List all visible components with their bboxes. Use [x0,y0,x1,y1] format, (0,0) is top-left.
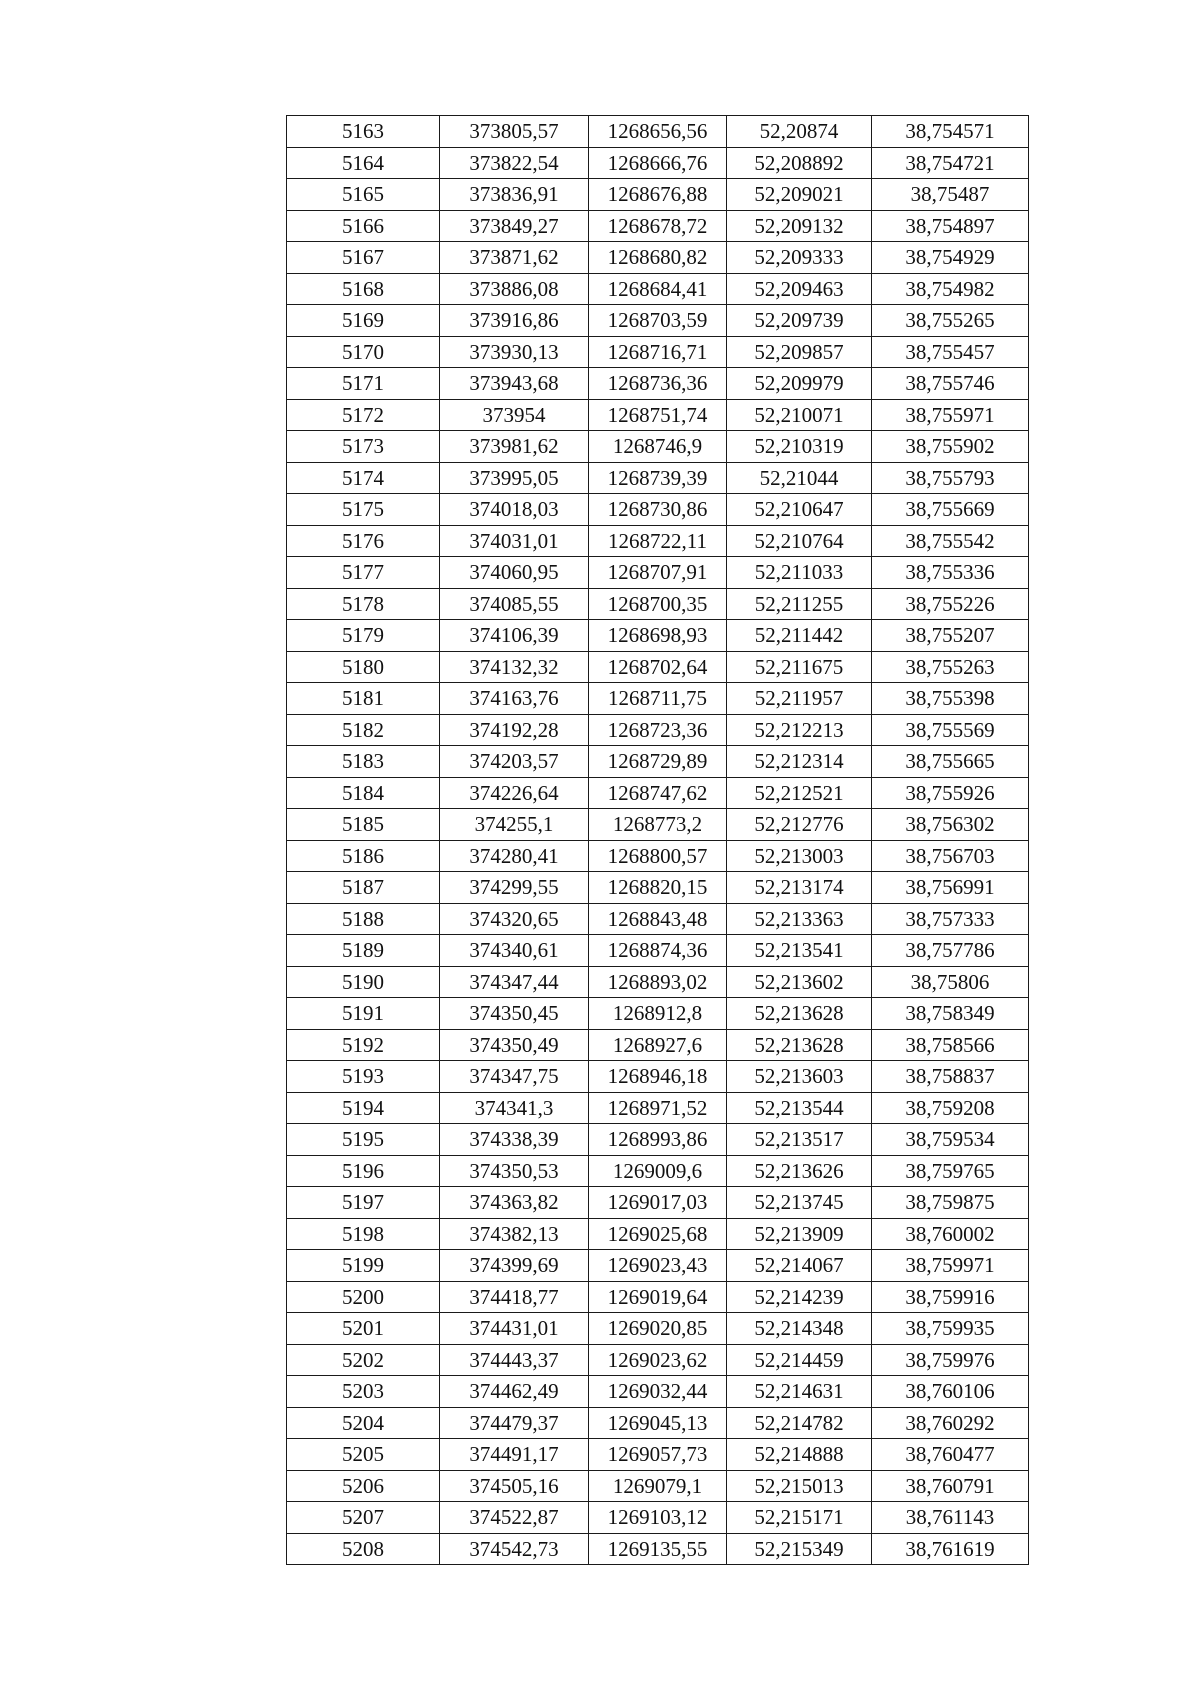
point-number-cell: 5195 [287,1124,440,1156]
point-number-cell: 5201 [287,1313,440,1345]
longitude-cell: 38,756991 [872,872,1029,904]
latitude-cell: 52,209333 [727,242,872,274]
x-coordinate-cell: 373981,62 [440,431,589,463]
y-coordinate-cell: 1268702,64 [589,651,727,683]
y-coordinate-cell: 1268927,6 [589,1029,727,1061]
table-row [287,1281,1029,1313]
x-coordinate-cell: 374542,73 [440,1533,589,1565]
longitude-cell: 38,755542 [872,525,1029,557]
table-row [287,1029,1029,1061]
x-coordinate-cell: 374479,37 [440,1407,589,1439]
table-row [287,336,1029,368]
latitude-cell: 52,213626 [727,1155,872,1187]
point-number-cell: 5197 [287,1187,440,1219]
table-body [287,116,1029,1565]
table-row [287,1533,1029,1565]
latitude-cell: 52,213745 [727,1187,872,1219]
longitude-cell: 38,754929 [872,242,1029,274]
x-coordinate-cell: 373871,62 [440,242,589,274]
latitude-cell: 52,215171 [727,1502,872,1534]
longitude-cell: 38,754897 [872,210,1029,242]
y-coordinate-cell: 1268722,11 [589,525,727,557]
x-coordinate-cell: 374031,01 [440,525,589,557]
table-row [287,1407,1029,1439]
point-number-cell: 5186 [287,840,440,872]
y-coordinate-cell: 1269103,12 [589,1502,727,1534]
latitude-cell: 52,20874 [727,116,872,148]
y-coordinate-cell: 1268971,52 [589,1092,727,1124]
y-coordinate-cell: 1269025,68 [589,1218,727,1250]
y-coordinate-cell: 1268946,18 [589,1061,727,1093]
point-number-cell: 5176 [287,525,440,557]
latitude-cell: 52,209857 [727,336,872,368]
table-row [287,1313,1029,1345]
longitude-cell: 38,760791 [872,1470,1029,1502]
y-coordinate-cell: 1269019,64 [589,1281,727,1313]
latitude-cell: 52,211033 [727,557,872,589]
y-coordinate-cell: 1268678,72 [589,210,727,242]
table-row [287,179,1029,211]
point-number-cell: 5181 [287,683,440,715]
latitude-cell: 52,213541 [727,935,872,967]
y-coordinate-cell: 1268684,41 [589,273,727,305]
longitude-cell: 38,756703 [872,840,1029,872]
point-number-cell: 5194 [287,1092,440,1124]
longitude-cell: 38,757786 [872,935,1029,967]
x-coordinate-cell: 373849,27 [440,210,589,242]
longitude-cell: 38,759916 [872,1281,1029,1313]
x-coordinate-cell: 374255,1 [440,809,589,841]
point-number-cell: 5171 [287,368,440,400]
x-coordinate-cell: 374418,77 [440,1281,589,1313]
table-row [287,494,1029,526]
x-coordinate-cell: 374299,55 [440,872,589,904]
table-row [287,1187,1029,1219]
y-coordinate-cell: 1268739,39 [589,462,727,494]
longitude-cell: 38,754571 [872,116,1029,148]
longitude-cell: 38,760106 [872,1376,1029,1408]
point-number-cell: 5170 [287,336,440,368]
y-coordinate-cell: 1268773,2 [589,809,727,841]
longitude-cell: 38,759534 [872,1124,1029,1156]
point-number-cell: 5183 [287,746,440,778]
y-coordinate-cell: 1269032,44 [589,1376,727,1408]
x-coordinate-cell: 374341,3 [440,1092,589,1124]
table-row [287,116,1029,148]
x-coordinate-cell: 374163,76 [440,683,589,715]
x-coordinate-cell: 373822,54 [440,147,589,179]
point-number-cell: 5204 [287,1407,440,1439]
point-number-cell: 5190 [287,966,440,998]
longitude-cell: 38,760477 [872,1439,1029,1471]
x-coordinate-cell: 374462,49 [440,1376,589,1408]
table-row [287,903,1029,935]
y-coordinate-cell: 1268912,8 [589,998,727,1030]
longitude-cell: 38,755226 [872,588,1029,620]
y-coordinate-cell: 1269045,13 [589,1407,727,1439]
table-row [287,368,1029,400]
longitude-cell: 38,761619 [872,1533,1029,1565]
x-coordinate-cell: 373916,86 [440,305,589,337]
table-row [287,777,1029,809]
table-row [287,1439,1029,1471]
point-number-cell: 5167 [287,242,440,274]
longitude-cell: 38,759976 [872,1344,1029,1376]
point-number-cell: 5205 [287,1439,440,1471]
longitude-cell: 38,760292 [872,1407,1029,1439]
point-number-cell: 5165 [287,179,440,211]
y-coordinate-cell: 1268730,86 [589,494,727,526]
table-row [287,210,1029,242]
x-coordinate-cell: 374132,32 [440,651,589,683]
y-coordinate-cell: 1269017,03 [589,1187,727,1219]
table-row [287,1061,1029,1093]
table-row [287,935,1029,967]
latitude-cell: 52,213363 [727,903,872,935]
longitude-cell: 38,755926 [872,777,1029,809]
longitude-cell: 38,761143 [872,1502,1029,1534]
point-number-cell: 5191 [287,998,440,1030]
table-row [287,147,1029,179]
point-number-cell: 5180 [287,651,440,683]
point-number-cell: 5189 [287,935,440,967]
x-coordinate-cell: 374350,53 [440,1155,589,1187]
latitude-cell: 52,211957 [727,683,872,715]
latitude-cell: 52,210764 [727,525,872,557]
longitude-cell: 38,75487 [872,179,1029,211]
longitude-cell: 38,759935 [872,1313,1029,1345]
point-number-cell: 5206 [287,1470,440,1502]
table-row [287,1218,1029,1250]
y-coordinate-cell: 1268820,15 [589,872,727,904]
point-number-cell: 5179 [287,620,440,652]
latitude-cell: 52,209979 [727,368,872,400]
y-coordinate-cell: 1269023,62 [589,1344,727,1376]
y-coordinate-cell: 1268707,91 [589,557,727,589]
longitude-cell: 38,758566 [872,1029,1029,1061]
longitude-cell: 38,759875 [872,1187,1029,1219]
point-number-cell: 5164 [287,147,440,179]
longitude-cell: 38,759208 [872,1092,1029,1124]
table-row [287,714,1029,746]
y-coordinate-cell: 1268700,35 [589,588,727,620]
latitude-cell: 52,213628 [727,998,872,1030]
y-coordinate-cell: 1268656,56 [589,116,727,148]
table-row [287,620,1029,652]
y-coordinate-cell: 1269020,85 [589,1313,727,1345]
table-row [287,588,1029,620]
latitude-cell: 52,214631 [727,1376,872,1408]
x-coordinate-cell: 374203,57 [440,746,589,778]
table-row [287,746,1029,778]
table-row [287,1344,1029,1376]
point-number-cell: 5172 [287,399,440,431]
longitude-cell: 38,75806 [872,966,1029,998]
y-coordinate-cell: 1268698,93 [589,620,727,652]
table-row [287,1124,1029,1156]
point-number-cell: 5198 [287,1218,440,1250]
latitude-cell: 52,212213 [727,714,872,746]
y-coordinate-cell: 1268874,36 [589,935,727,967]
latitude-cell: 52,211255 [727,588,872,620]
y-coordinate-cell: 1268751,74 [589,399,727,431]
latitude-cell: 52,212521 [727,777,872,809]
x-coordinate-cell: 373995,05 [440,462,589,494]
table-row [287,1502,1029,1534]
y-coordinate-cell: 1268893,02 [589,966,727,998]
point-number-cell: 5163 [287,116,440,148]
y-coordinate-cell: 1268747,62 [589,777,727,809]
y-coordinate-cell: 1268703,59 [589,305,727,337]
longitude-cell: 38,755669 [872,494,1029,526]
longitude-cell: 38,755265 [872,305,1029,337]
latitude-cell: 52,213603 [727,1061,872,1093]
table-row [287,431,1029,463]
latitude-cell: 52,215013 [727,1470,872,1502]
table-row [287,273,1029,305]
latitude-cell: 52,212314 [727,746,872,778]
longitude-cell: 38,754982 [872,273,1029,305]
latitude-cell: 52,213544 [727,1092,872,1124]
x-coordinate-cell: 374340,61 [440,935,589,967]
x-coordinate-cell: 373805,57 [440,116,589,148]
x-coordinate-cell: 374382,13 [440,1218,589,1250]
point-number-cell: 5208 [287,1533,440,1565]
point-number-cell: 5187 [287,872,440,904]
y-coordinate-cell: 1268716,71 [589,336,727,368]
x-coordinate-cell: 374491,17 [440,1439,589,1471]
latitude-cell: 52,214239 [727,1281,872,1313]
x-coordinate-cell: 374060,95 [440,557,589,589]
longitude-cell: 38,757333 [872,903,1029,935]
x-coordinate-cell: 374399,69 [440,1250,589,1282]
y-coordinate-cell: 1269135,55 [589,1533,727,1565]
x-coordinate-cell: 373886,08 [440,273,589,305]
longitude-cell: 38,760002 [872,1218,1029,1250]
x-coordinate-cell: 373943,68 [440,368,589,400]
point-number-cell: 5173 [287,431,440,463]
table-row [287,1376,1029,1408]
y-coordinate-cell: 1268800,57 [589,840,727,872]
longitude-cell: 38,759971 [872,1250,1029,1282]
latitude-cell: 52,209132 [727,210,872,242]
x-coordinate-cell: 374350,45 [440,998,589,1030]
table-row [287,557,1029,589]
longitude-cell: 38,755665 [872,746,1029,778]
table-row [287,399,1029,431]
latitude-cell: 52,213628 [727,1029,872,1061]
longitude-cell: 38,755902 [872,431,1029,463]
x-coordinate-cell: 374431,01 [440,1313,589,1345]
table-row [287,872,1029,904]
point-number-cell: 5169 [287,305,440,337]
x-coordinate-cell: 373954 [440,399,589,431]
point-number-cell: 5182 [287,714,440,746]
latitude-cell: 52,211675 [727,651,872,683]
y-coordinate-cell: 1268843,48 [589,903,727,935]
longitude-cell: 38,755457 [872,336,1029,368]
latitude-cell: 52,215349 [727,1533,872,1565]
x-coordinate-cell: 373930,13 [440,336,589,368]
y-coordinate-cell: 1269009,6 [589,1155,727,1187]
y-coordinate-cell: 1268746,9 [589,431,727,463]
table-row [287,683,1029,715]
point-number-cell: 5202 [287,1344,440,1376]
longitude-cell: 38,759765 [872,1155,1029,1187]
point-number-cell: 5168 [287,273,440,305]
table-row [287,525,1029,557]
table-row [287,651,1029,683]
latitude-cell: 52,209021 [727,179,872,211]
x-coordinate-cell: 374320,65 [440,903,589,935]
latitude-cell: 52,209739 [727,305,872,337]
point-number-cell: 5174 [287,462,440,494]
latitude-cell: 52,213909 [727,1218,872,1250]
latitude-cell: 52,21044 [727,462,872,494]
longitude-cell: 38,758349 [872,998,1029,1030]
latitude-cell: 52,214459 [727,1344,872,1376]
table-row [287,998,1029,1030]
point-number-cell: 5175 [287,494,440,526]
latitude-cell: 52,214782 [727,1407,872,1439]
y-coordinate-cell: 1269023,43 [589,1250,727,1282]
y-coordinate-cell: 1268676,88 [589,179,727,211]
x-coordinate-cell: 374280,41 [440,840,589,872]
point-number-cell: 5192 [287,1029,440,1061]
point-number-cell: 5196 [287,1155,440,1187]
point-number-cell: 5185 [287,809,440,841]
latitude-cell: 52,208892 [727,147,872,179]
x-coordinate-cell: 374085,55 [440,588,589,620]
point-number-cell: 5166 [287,210,440,242]
latitude-cell: 52,214348 [727,1313,872,1345]
y-coordinate-cell: 1269079,1 [589,1470,727,1502]
longitude-cell: 38,755793 [872,462,1029,494]
latitude-cell: 52,213602 [727,966,872,998]
longitude-cell: 38,758837 [872,1061,1029,1093]
latitude-cell: 52,211442 [727,620,872,652]
longitude-cell: 38,755398 [872,683,1029,715]
x-coordinate-cell: 374106,39 [440,620,589,652]
point-number-cell: 5203 [287,1376,440,1408]
longitude-cell: 38,755336 [872,557,1029,589]
longitude-cell: 38,755569 [872,714,1029,746]
x-coordinate-cell: 373836,91 [440,179,589,211]
coordinates-table [286,115,1029,1565]
point-number-cell: 5199 [287,1250,440,1282]
y-coordinate-cell: 1268723,36 [589,714,727,746]
latitude-cell: 52,213174 [727,872,872,904]
latitude-cell: 52,213003 [727,840,872,872]
x-coordinate-cell: 374338,39 [440,1124,589,1156]
y-coordinate-cell: 1268680,82 [589,242,727,274]
y-coordinate-cell: 1268711,75 [589,683,727,715]
table-row [287,462,1029,494]
x-coordinate-cell: 374350,49 [440,1029,589,1061]
table-row [287,809,1029,841]
longitude-cell: 38,755207 [872,620,1029,652]
y-coordinate-cell: 1268666,76 [589,147,727,179]
point-number-cell: 5207 [287,1502,440,1534]
x-coordinate-cell: 374192,28 [440,714,589,746]
point-number-cell: 5200 [287,1281,440,1313]
table-row [287,1092,1029,1124]
x-coordinate-cell: 374018,03 [440,494,589,526]
x-coordinate-cell: 374505,16 [440,1470,589,1502]
table-row [287,242,1029,274]
latitude-cell: 52,214888 [727,1439,872,1471]
longitude-cell: 38,755263 [872,651,1029,683]
x-coordinate-cell: 374522,87 [440,1502,589,1534]
point-number-cell: 5193 [287,1061,440,1093]
latitude-cell: 52,209463 [727,273,872,305]
x-coordinate-cell: 374347,44 [440,966,589,998]
longitude-cell: 38,755971 [872,399,1029,431]
latitude-cell: 52,210647 [727,494,872,526]
point-number-cell: 5178 [287,588,440,620]
y-coordinate-cell: 1268729,89 [589,746,727,778]
point-number-cell: 5188 [287,903,440,935]
latitude-cell: 52,210071 [727,399,872,431]
table-row [287,840,1029,872]
x-coordinate-cell: 374443,37 [440,1344,589,1376]
x-coordinate-cell: 374226,64 [440,777,589,809]
table-row [287,305,1029,337]
latitude-cell: 52,212776 [727,809,872,841]
y-coordinate-cell: 1268993,86 [589,1124,727,1156]
x-coordinate-cell: 374347,75 [440,1061,589,1093]
point-number-cell: 5184 [287,777,440,809]
table-row [287,1155,1029,1187]
point-number-cell: 5177 [287,557,440,589]
y-coordinate-cell: 1268736,36 [589,368,727,400]
longitude-cell: 38,754721 [872,147,1029,179]
x-coordinate-cell: 374363,82 [440,1187,589,1219]
table-row [287,1250,1029,1282]
table-row [287,1470,1029,1502]
latitude-cell: 52,214067 [727,1250,872,1282]
table-row [287,966,1029,998]
longitude-cell: 38,755746 [872,368,1029,400]
longitude-cell: 38,756302 [872,809,1029,841]
latitude-cell: 52,210319 [727,431,872,463]
latitude-cell: 52,213517 [727,1124,872,1156]
y-coordinate-cell: 1269057,73 [589,1439,727,1471]
